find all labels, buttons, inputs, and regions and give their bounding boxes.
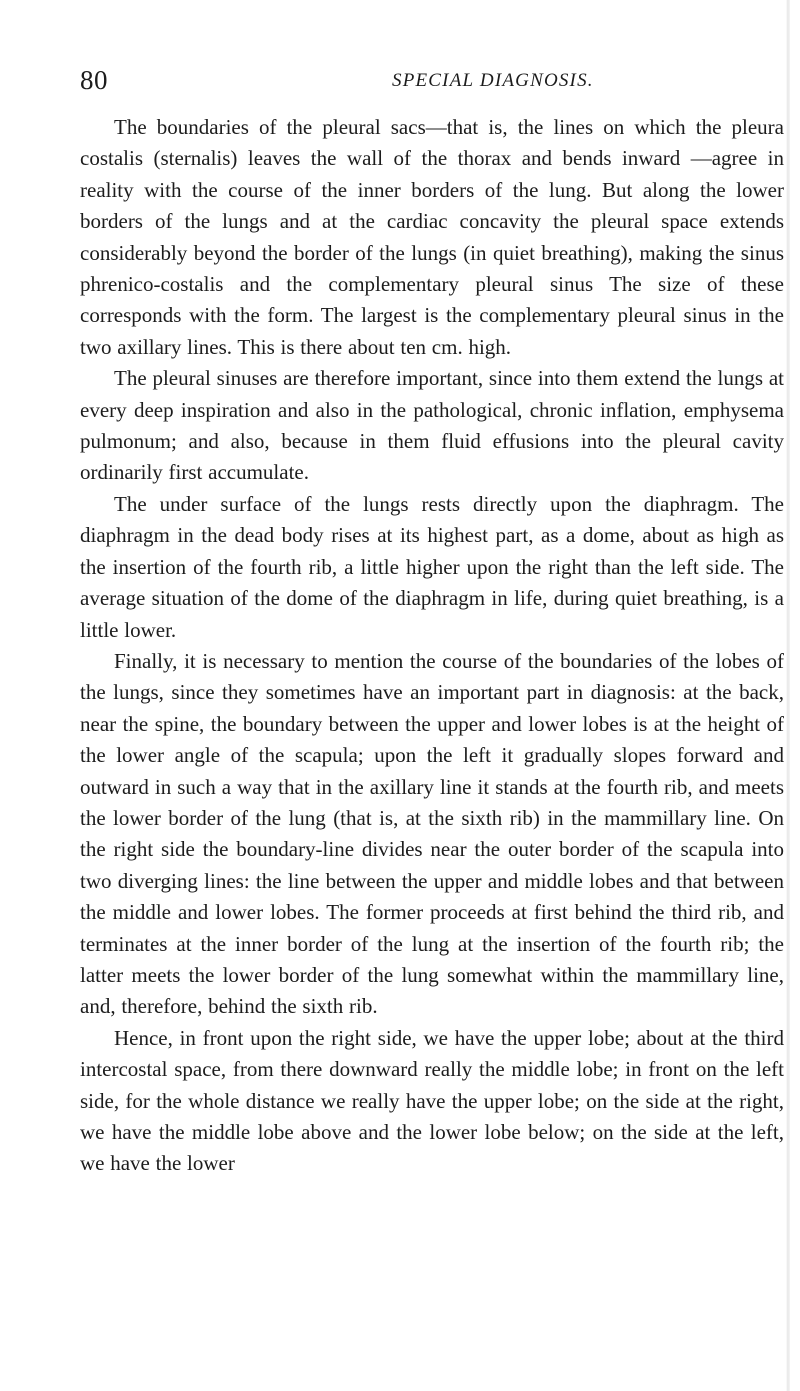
page-number: 80: [80, 65, 108, 95]
page-edge: [786, 0, 790, 1391]
running-title: SPECIAL DIAGNOSIS.: [392, 70, 594, 91]
running-head: [80, 64, 780, 104]
paragraph-lobe-boundaries: Finally, it is necessary to mention the course of the boundaries of the lobes of the lungs, since they sometimes have an important part in diagnosis: at the back, near the spine, the boundary between the upper and lower lobes is at the height of the lower angle of the scapula; upon the left it gradually slopes forward and outward in such a way that in the axillary line it stands at the fourth rib, and meets the lower border of the lung (that is, at the sixth rib) in the mammillary line. On the right side the boundary-line divides near the outer border of the scapula into two diverging lines: the line between the upper and middle lobes and that between the middle and lower lobes. The former proceeds at first behind the third rib, and terminates at the inner border of the lung at the insertion of the fourth rib; the latter meets the lower border of the lung somewhat within the mammillary line, and, therefore, behind the sixth rib.: [80, 648, 784, 1019]
paragraph-lobe-summary: Hence, in front upon the right side, we have the upper lobe; about at the third intercostal space, from there downward really the middle lobe; in front on the left side, for the whole distance we really have the upper lobe; on the side at the right, we have the middle lobe above and the lower lobe below; on the side at the left, we have the lower: [80, 1025, 784, 1176]
paragraph-pleural-sinuses: The pleural sinuses are therefore important, since into them extend the lungs at every deep inspiration and also in the pathological, chronic inflation, emphysema pulmonum; and also, because in them fluid effusions into the pleural cavity ordinarily first accumulate.: [80, 366, 784, 485]
paragraph-diaphragm: The under surface of the lungs rests directly upon the diaphragm. The diaphragm in the dead body rises at its highest part, as a dome, about as high as the insertion of the fourth rib, a little higher upon the right than the left side. The average situation of the dome of the diaphragm in life, during quiet breathing, is a little lower.: [80, 491, 784, 642]
paragraph-pleural-boundaries: The boundaries of the pleural sacs—that is, the lines on which the pleura costalis (sternalis) leaves the wall of the thorax and bends inward —agree in reality with the course of the inner borders of the lung. But along the lower borders of the lungs and at the cardiac concavity the pleural space extends considerably beyond the border of the lungs (in quiet breathing), making the sinus phrenico-costalis and the complementary pleural sinus The size of these corresponds with the form. The largest is the complementary pleural sinus in the two axillary lines. This is there about ten cm. high.: [80, 115, 784, 359]
body-text: [80, 112, 784, 1180]
